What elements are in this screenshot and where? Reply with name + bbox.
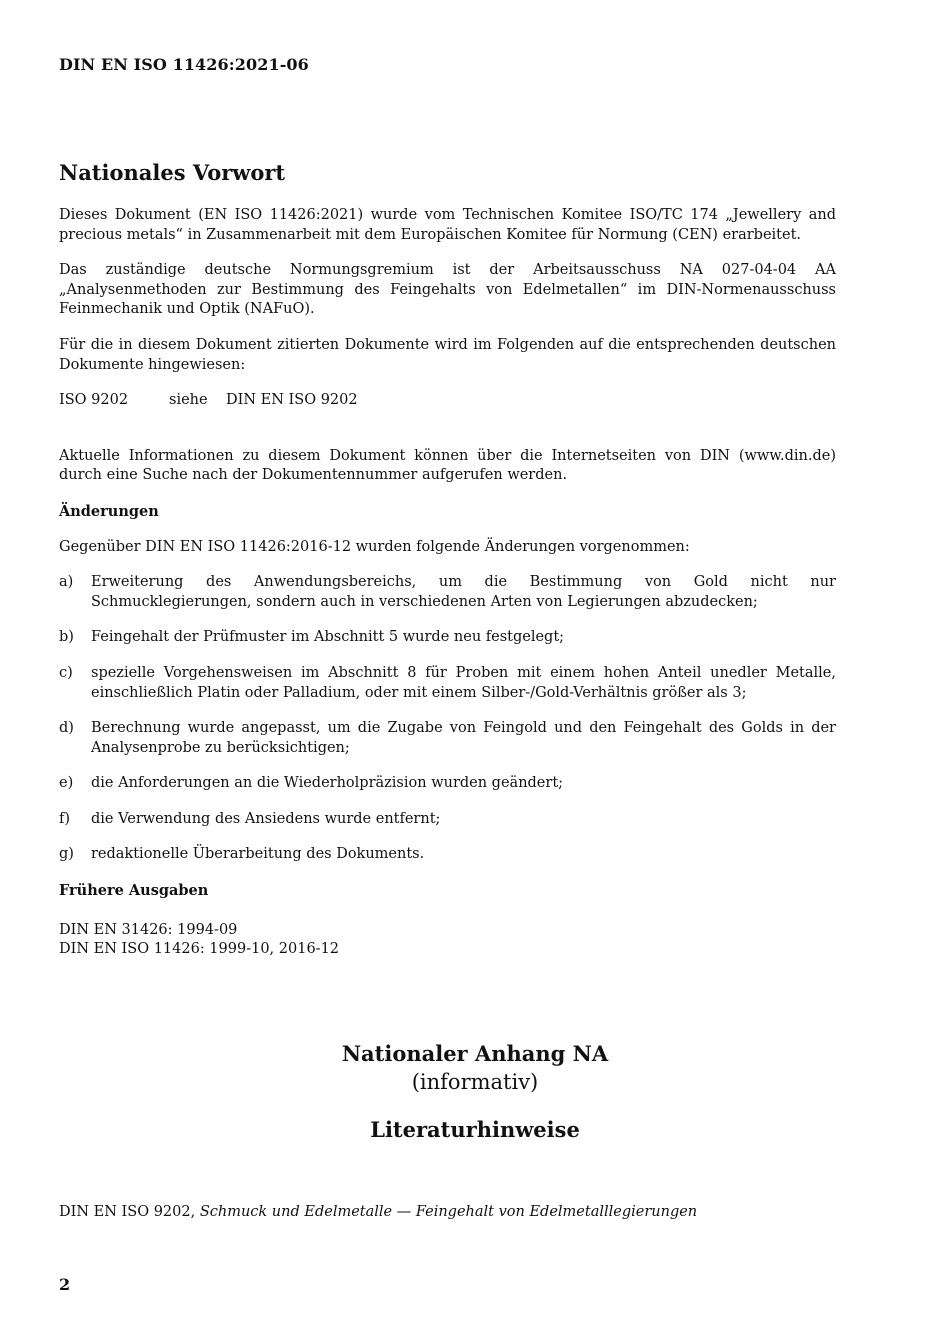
reference-mapping-row (59, 391, 836, 411)
list-item (59, 664, 836, 703)
list-item (59, 774, 836, 794)
previous-edition-line-2: DIN EN ISO 11426: 1999-10, 2016-12 (59, 941, 340, 958)
list-item (59, 845, 836, 865)
list-item-label: c) (59, 664, 73, 681)
list-item-text: Erweiterung des Anwendungsbereichs, um die Bestimmung von Gold nicht nur Schmucklegierungen, sondern auch in verschiedenen Arten von Legierungen abzudecken; (91, 574, 836, 610)
bibliography-ref-plain: DIN EN ISO 9202, (59, 1204, 200, 1220)
list-item (59, 719, 836, 758)
previous-edition-line-1: DIN EN 31426: 1994-09 (59, 921, 238, 938)
list-item-label: g) (59, 846, 74, 863)
previous-editions (59, 921, 836, 960)
page-number: 2 (59, 1275, 71, 1294)
changes-list (59, 573, 836, 865)
bibliography-ref-title: Schmuck und Edelmetalle — Feingehalt von Edelmetalllegierungen (199, 1204, 698, 1220)
list-item-text: die Verwendung des Ansiedens wurde entfernt; (91, 810, 441, 827)
list-item-text: Feingehalt der Prüfmuster im Abschnitt 5 wurde neu festgelegt; (91, 629, 565, 646)
annex-title: Nationaler Anhang NA (341, 1041, 609, 1066)
bibliography-entry (59, 1202, 697, 1222)
reference-iso: ISO 9202 (59, 392, 129, 409)
changes-heading: Änderungen (59, 502, 159, 520)
list-item (59, 810, 836, 830)
list-item-label: f) (59, 810, 71, 827)
annex-subtitle: (informativ) (411, 1070, 539, 1094)
list-item (59, 573, 836, 612)
section-title-vorwort: Nationales Vorwort (59, 160, 286, 185)
vorwort-paragraph-1: Dieses Dokument (EN ISO 11426:2021) wurde vom Technischen Komitee ISO/TC 174 „Jewellery and precious metals“ in Zusammenarbeit mit dem Europäischen Komitee für Normung (CEN) erarbeitet. (59, 207, 836, 243)
list-item-label: e) (59, 775, 74, 792)
national-annex (0, 1040, 950, 1144)
vorwort-paragraph-3: Für die in diesem Dokument zitierten Dokumente wird im Folgenden auf die entsprechenden deutschen Dokumente hingewiesen: (59, 336, 836, 373)
list-item-text: spezielle Vorgehensweisen im Abschnitt 8 für Proben mit einem hohen Anteil unedler Metalle, einschließlich Platin oder Palladium, oder mit einem Silber-/Gold-Verhältnis größer als 3; (91, 664, 836, 701)
list-item (59, 628, 836, 648)
list-item-text: redaktionelle Überarbeitung des Dokuments. (91, 846, 425, 863)
list-item-text: Berechnung wurde angepasst, um die Zugabe von Feingold und den Feingehalt des Golds in der Analysenprobe zu berücksichtigen; (91, 720, 836, 756)
list-item-text: die Anforderungen an die Wiederholpräzision wurden geändert; (91, 775, 564, 792)
list-item-label: d) (59, 720, 74, 737)
reference-siehe: siehe (169, 392, 208, 409)
document-identifier: DIN EN ISO 11426:2021-06 (59, 55, 309, 74)
main-content (59, 158, 836, 960)
changes-intro: Gegenüber DIN EN ISO 11426:2016-12 wurden folgende Änderungen vorgenommen: (59, 538, 690, 555)
bibliography-heading: Literaturhinweise (370, 1117, 580, 1142)
vorwort-paragraph-4: Aktuelle Informationen zu diesem Dokument können über die Internetseiten von DIN (www.din.de) durch eine Suche nach der Dokumentennummer aufgerufen werden. (59, 447, 836, 484)
reference-din: DIN EN ISO 9202 (226, 392, 358, 409)
previous-editions-heading: Frühere Ausgaben (59, 882, 209, 900)
list-item-label: b) (59, 629, 74, 646)
list-item-label: a) (59, 574, 74, 591)
vorwort-paragraph-2: Das zuständige deutsche Normungsgremium ist der Arbeitsausschuss NA 027-04-04 AA „Analysenmethoden zur Bestimmung des Feingehalts von Edelmetallen“ im DIN-Normenausschuss Feinmechanik und Optik (NAFuO). (59, 262, 836, 318)
